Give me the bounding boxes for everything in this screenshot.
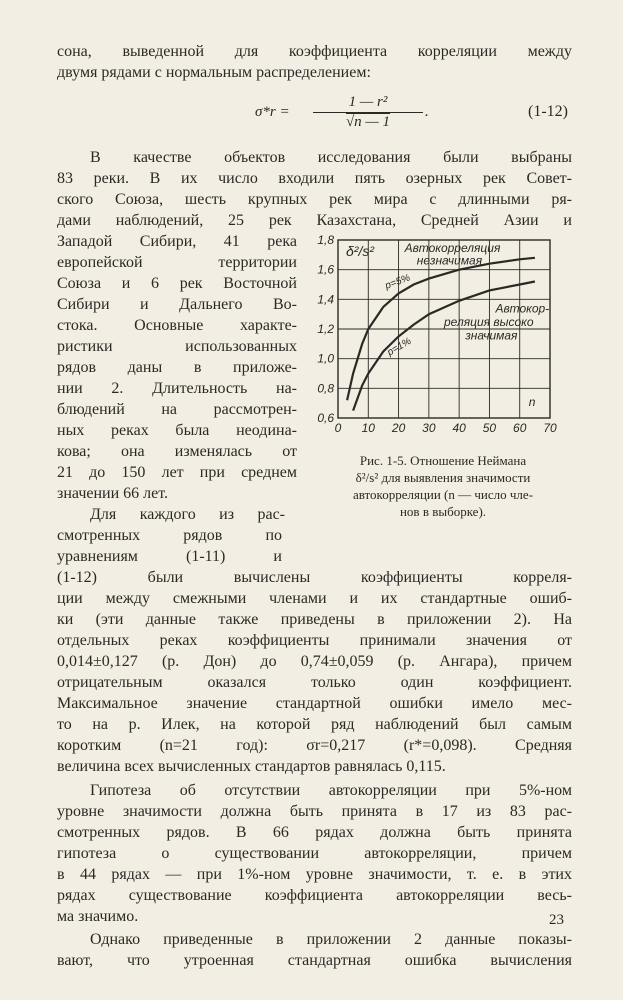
- y-tick-label: 1,0: [317, 351, 334, 366]
- x-tick-label: 60: [513, 421, 527, 435]
- text-line: в 44 рядах — при 1%-ном уровне значимости, т. е. в этих: [57, 866, 572, 883]
- neumann-ratio-chart: [300, 228, 600, 443]
- annotation-p1: p=1%: [385, 335, 414, 359]
- text-line: ки (эти данные также приведены в приложении 2). На: [57, 611, 572, 628]
- formula-numerator: 1 — r²: [313, 94, 423, 113]
- text-line: Для каждого из рас-: [90, 506, 285, 523]
- annotation-significant: значимая: [465, 328, 518, 343]
- text-line: Западой Сибири, 41 река: [57, 233, 297, 250]
- text-line: Гипотеза об отсутствии автокорреляции при 5%-ном: [90, 782, 572, 799]
- annotation-n: n: [528, 395, 536, 410]
- annotation-autocor: Автокор-: [495, 301, 550, 316]
- text-line: (1-12) были вычислены коэффициенты корреля-: [57, 569, 572, 586]
- text-line: отрицательным оказался только один коэффициент.: [57, 674, 572, 691]
- y-tick-label: 1,2: [317, 322, 334, 336]
- annotation-insignificant: незначимая: [416, 253, 483, 268]
- page-number: 23: [549, 912, 564, 928]
- y-tick-label: 1,4: [317, 292, 334, 307]
- x-tick-label: 50: [482, 421, 497, 435]
- text-line: рядов даны в приложе-: [57, 359, 297, 376]
- y-axis-label: δ²/s²: [346, 243, 374, 259]
- figure-caption-line: автокорреляции (n — число чле-: [352, 487, 534, 502]
- text-line: дами наблюдений, 25 рек Казахстана, Средней Азии и: [57, 212, 572, 229]
- text-line: 21 до 150 лет при среднем: [57, 464, 297, 481]
- formula-lhs: σ*r =: [255, 104, 290, 120]
- text-line: отдельных реках коэффициенты принимали значения от: [57, 632, 572, 649]
- y-tick-label: 0,8: [317, 381, 334, 396]
- text-line: уравнениям (1-11) и: [57, 548, 282, 565]
- text-line: кова; она изменялась от: [57, 443, 297, 460]
- x-tick-label: 40: [452, 421, 466, 435]
- text-line: то на р. Илек, на которой ряд наблюдений был самым: [57, 716, 572, 733]
- text-line: значении 66 лет.: [57, 485, 169, 502]
- formula-fraction: [313, 94, 423, 131]
- text-line: уровне значимости должна быть принята в 17 из 83 рас-: [57, 803, 572, 820]
- x-tick-label: 20: [391, 421, 406, 435]
- text-line: смотренных рядов. В 66 рядах должна быть принята: [57, 824, 572, 841]
- x-tick-label: 0: [334, 421, 342, 435]
- annotation-highly: реляция высоко: [444, 315, 534, 330]
- text-line: ных реках была неодина-: [57, 422, 297, 439]
- annotation-p5: p=5%: [383, 272, 412, 292]
- text-line: Сибири и Дальнего Во-: [57, 296, 297, 313]
- text-line: ского Союза, шесть крупных рек мира с длинными ря-: [57, 191, 572, 208]
- text-line: коротким (n=21 год): σr=0,217 (r*=0,098). Средняя: [57, 737, 572, 754]
- text-line: рядах существование коэффициента автокорреляции весь-: [57, 887, 572, 904]
- text-line: Максимальное значение стандартной ошибки имело мес-: [57, 695, 572, 712]
- figure-caption-line: нов в выборке).: [399, 504, 487, 519]
- equation-number: (1-12): [528, 103, 568, 120]
- text-line: ристики использованных: [57, 338, 297, 355]
- text-line: стока. Основные характе-: [57, 317, 297, 334]
- text-line: В качестве объектов исследования были выбраны: [90, 149, 572, 166]
- text-line: 0,014±0,127 (р. Дон) до 0,74±0,059 (р. Ангара), причем: [57, 653, 572, 670]
- y-tick-label: 0,6: [317, 411, 334, 425]
- text-line: ции между смежными членами и их стандартные ошиб-: [57, 590, 572, 607]
- text-line: 83 реки. В их число входили пять озерных рек Совет-: [57, 170, 572, 187]
- text-line: гипотеза о существовании автокорреляции, причем: [57, 845, 572, 862]
- text-line: нии 2. Длительность на-: [57, 380, 297, 397]
- text-line: сона, выведенной для коэффициента корреляции между: [57, 43, 572, 60]
- figure-caption-line: Рис. 1-5. Отношение Неймана: [359, 453, 527, 468]
- text-line: величина всех вычисленных стандартов равнялась 0,115.: [57, 758, 446, 775]
- x-tick-label: 10: [361, 421, 375, 435]
- text-line: европейской территории: [57, 254, 297, 271]
- x-tick-label: 70: [543, 421, 557, 435]
- text-line: ма значимо.: [57, 908, 139, 925]
- formula-dot: .: [425, 104, 429, 120]
- text-line: Однако приведенные в приложении 2 данные показы-: [90, 931, 572, 948]
- text-line: блюдений на рассмотрен-: [57, 401, 297, 418]
- text-line: смотренных рядов по: [57, 527, 282, 544]
- y-tick-label: 1,6: [317, 262, 334, 277]
- text-line: вают, что утроенная стандартная ошибка вычисления: [57, 952, 572, 969]
- text-line: Союза и 6 рек Восточной: [57, 275, 297, 292]
- x-tick-label: 30: [422, 421, 436, 435]
- formula-denominator: √n — 1: [345, 114, 391, 130]
- annotation-autocorrelation: Автокорреляция: [404, 240, 501, 255]
- text-line: двумя рядами с нормальным распределением:: [57, 64, 371, 81]
- figure-caption-line: δ²/s² для выявления значимости: [355, 470, 531, 485]
- y-tick-label: 1,8: [317, 233, 334, 247]
